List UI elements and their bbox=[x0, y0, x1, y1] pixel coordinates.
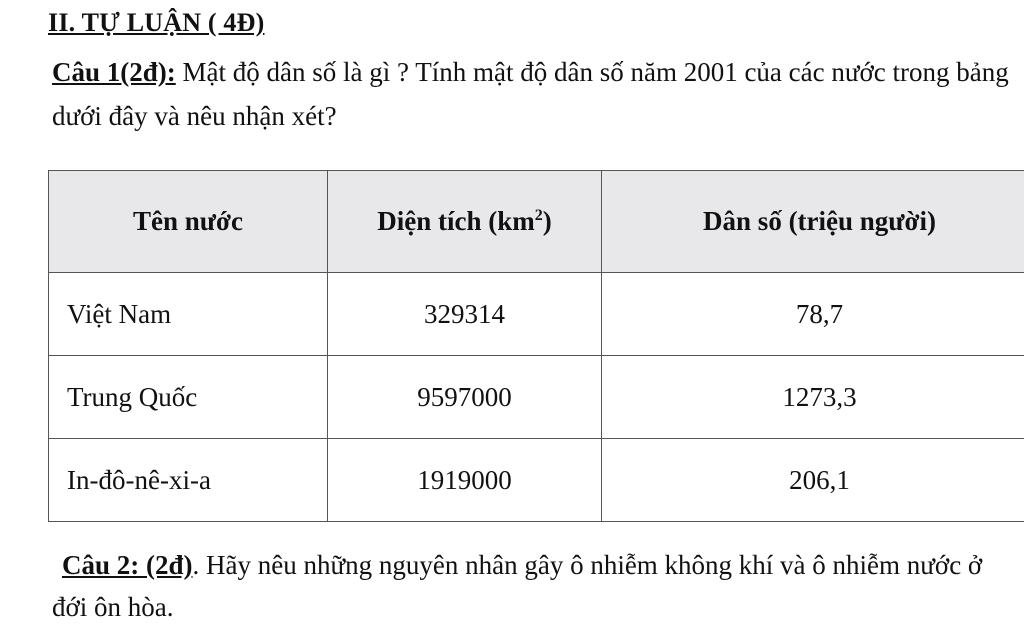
cell-area: 329314 bbox=[328, 273, 602, 356]
header-area-superscript: 2 bbox=[535, 207, 543, 224]
question-1 bbox=[52, 50, 1012, 138]
cell-country: In-đô-nê-xi-a bbox=[49, 439, 328, 522]
cell-country: Việt Nam bbox=[49, 273, 328, 356]
population-table bbox=[48, 170, 1024, 522]
cell-population: 206,1 bbox=[602, 439, 1024, 522]
header-country: Tên nước bbox=[49, 171, 328, 273]
table-row bbox=[49, 273, 1024, 356]
question-2 bbox=[52, 544, 1012, 628]
table-row bbox=[49, 356, 1024, 439]
table-row bbox=[49, 439, 1024, 522]
header-population: Dân số (triệu người) bbox=[602, 171, 1024, 273]
question-2-text: . Hãy nêu những nguyên nhân gây ô nhiễm không khí và ô nhiễm nước ở đới ôn hòa. bbox=[52, 550, 982, 622]
cell-population: 1273,3 bbox=[602, 356, 1024, 439]
header-area bbox=[328, 171, 602, 273]
cell-area: 1919000 bbox=[328, 439, 602, 522]
header-area-label: Diện tích (km bbox=[377, 206, 535, 236]
header-area-close: ) bbox=[543, 206, 552, 236]
cell-area: 9597000 bbox=[328, 356, 602, 439]
question-1-label: Câu 1(2đ): bbox=[52, 57, 176, 87]
section-title: II. TỰ LUẬN ( 4Đ) bbox=[48, 8, 264, 38]
table-header-row bbox=[49, 171, 1024, 273]
cell-population: 78,7 bbox=[602, 273, 1024, 356]
question-2-label: Câu 2: (2đ) bbox=[52, 550, 193, 580]
question-1-text: Mật độ dân số là gì ? Tính mật độ dân số năm 2001 của các nước trong bảng dưới đây và nêu nhận xét? bbox=[52, 57, 1009, 131]
cell-country: Trung Quốc bbox=[49, 356, 328, 439]
